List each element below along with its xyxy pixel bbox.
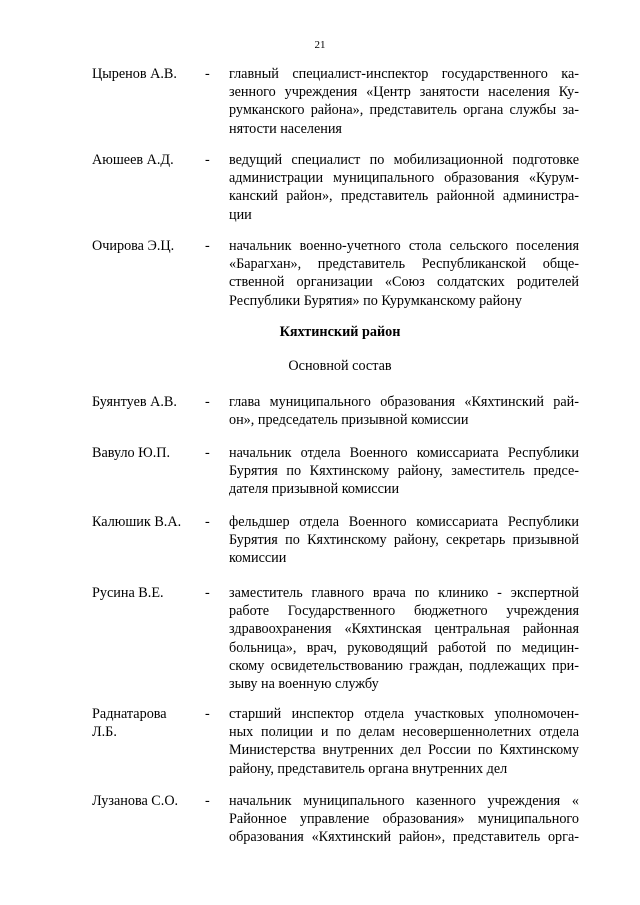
- member-dash: -: [205, 152, 210, 168]
- description-line: администрации муниципального образования «Курум-: [229, 170, 579, 187]
- member-name: Очирова Э.Ц.: [92, 238, 175, 254]
- description-line: нятости населения: [229, 120, 342, 137]
- member-name: Цыренов А.В.: [92, 66, 177, 82]
- member-description: [229, 393, 579, 429]
- member-description: [229, 444, 579, 499]
- member-dash: -: [205, 445, 210, 461]
- district-heading: Кяхтинский район: [279, 324, 401, 340]
- description-line: глава муниципального образования «Кяхтинский рай-: [229, 394, 579, 410]
- description-line: фельдшер отдела Военного комиссариата Республики: [229, 514, 579, 530]
- member-dash: -: [205, 706, 210, 722]
- description-line: комиссии: [229, 550, 287, 567]
- member-dash: -: [205, 66, 210, 82]
- description-line: ведущий специалист по мобилизационной подготовке: [229, 152, 579, 168]
- description-line: «Барагхан», представитель Республиканской обще-: [229, 256, 579, 273]
- member-dash: -: [205, 793, 210, 809]
- member-dash: -: [205, 585, 210, 601]
- description-line: румканского района», представитель органа службы за-: [229, 102, 579, 119]
- description-line: здравоохранения «Кяхтинская центральная районная: [229, 621, 579, 638]
- member-description: [229, 705, 579, 778]
- description-line: начальник муниципального казенного учреждения «: [229, 793, 579, 809]
- description-line: образования «Кяхтинский район», представитель орга-: [229, 829, 579, 846]
- member-description: [229, 65, 579, 138]
- member-name: Аюшеев А.Д.: [92, 152, 174, 168]
- description-line: ственной организации «Союз солдатских родителей: [229, 274, 579, 291]
- description-line: больница», врач, руководящий работой по медицин-: [229, 639, 579, 656]
- description-line: старший инспектор отдела участковых уполномочен-: [229, 706, 579, 722]
- description-line: скому освидетельствованию граждан, подлежащих при-: [229, 657, 579, 674]
- description-line: Министерства внутренних дел России по Кяхтинскому: [229, 742, 579, 759]
- member-description: [229, 792, 579, 847]
- description-line: Бурятия по Кяхтинскому району, заместитель предсе-: [229, 463, 579, 480]
- composition-heading: Основной состав: [288, 358, 392, 374]
- page-number: 21: [314, 39, 326, 51]
- member-name-line: Раднатарова: [92, 706, 167, 722]
- member-description: [229, 513, 579, 568]
- description-line: заместитель главного врача по клинико - экспертной: [229, 585, 579, 601]
- member-dash: -: [205, 238, 210, 254]
- description-line: канский район», представитель районной администра-: [229, 188, 579, 205]
- member-name: Буянтуев А.В.: [92, 394, 177, 410]
- member-name: Русина В.Е.: [92, 585, 164, 601]
- member-description: [229, 237, 579, 310]
- description-line: ции: [229, 206, 252, 223]
- description-line: Районное управление образования» муниципального: [229, 811, 579, 828]
- description-line: главный специалист-инспектор государственного ка-: [229, 66, 579, 82]
- member-description: [229, 584, 579, 693]
- member-name: Калюшик В.А.: [92, 514, 182, 530]
- member-name: [92, 705, 202, 741]
- description-line: Республики Бурятия» по Курумканскому району: [229, 292, 522, 309]
- member-dash: -: [205, 394, 210, 410]
- description-line: он», председатель призывной комиссии: [229, 412, 469, 429]
- member-dash: -: [205, 514, 210, 530]
- description-line: начальник военно-учетного стола сельского поселения: [229, 238, 579, 254]
- description-line: начальник отдела Военного комиссариата Республики: [229, 445, 579, 461]
- member-description: [229, 151, 579, 224]
- member-name: Вавуло Ю.П.: [92, 445, 171, 461]
- description-line: Бурятия по Кяхтинскому району, секретарь призывной: [229, 532, 579, 549]
- member-name-line: Л.Б.: [92, 724, 117, 741]
- description-line: ных полиции и по делам несовершеннолетних отдела: [229, 724, 579, 741]
- description-line: дателя призывной комиссии: [229, 481, 400, 498]
- description-line: зенного учреждения «Центр занятости населения Ку-: [229, 84, 579, 101]
- member-name: Лузанова С.О.: [92, 793, 179, 809]
- description-line: зыву на военную службу: [229, 676, 379, 693]
- description-line: работе Государственного бюджетного учреждения: [229, 603, 579, 620]
- description-line: району, представитель органа внутренних дел: [229, 760, 508, 777]
